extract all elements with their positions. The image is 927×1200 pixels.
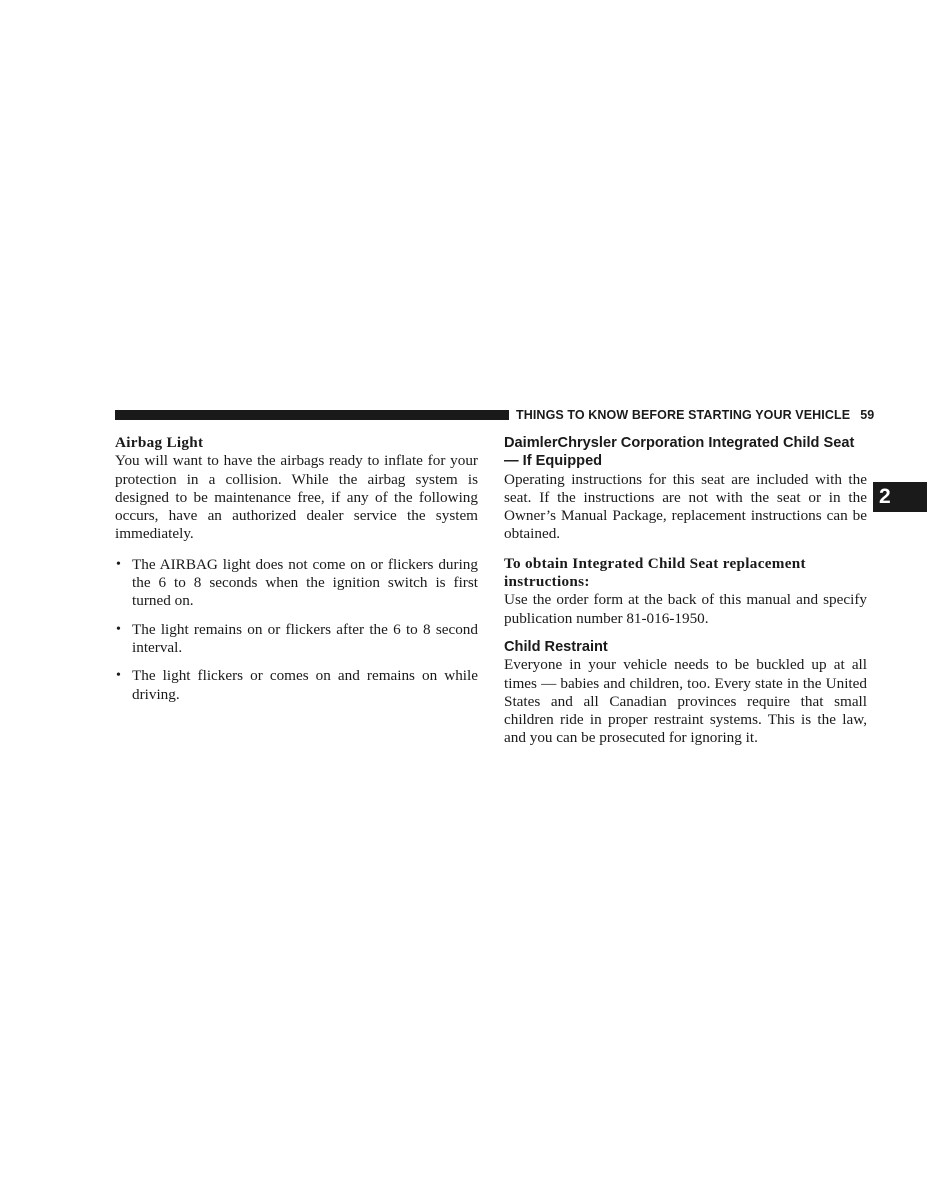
list-item (115, 621, 478, 658)
integrated-child-seat-heading: DaimlerChrysler Corporation Integrated Child Seat — If Equipped (504, 435, 855, 470)
left-column (115, 434, 478, 714)
header-title: THINGS TO KNOW BEFORE STARTING YOUR VEHICLE (516, 408, 851, 422)
integrated-child-seat-paragraph: Operating instructions for this seat are included with the seat. If the instructions are not with the seat or in the Owner’s Manual Package, replacement instructions can be obtained. (504, 470, 867, 543)
airbag-light-heading: Airbag Light (115, 434, 204, 451)
bullet-text: The light flickers or comes on and remains on while driving. (132, 667, 478, 703)
airbag-bullet-list (115, 556, 478, 704)
list-item (115, 556, 478, 611)
bullet-text: The AIRBAG light does not come on or flickers during the 6 to 8 seconds when the ignition switch is first turned on. (132, 555, 478, 610)
header-rule (115, 410, 509, 420)
list-item (115, 667, 478, 704)
running-header (516, 408, 875, 422)
bullet-icon: • (116, 621, 121, 637)
chapter-tab: 2 (873, 482, 927, 512)
airbag-light-paragraph: You will want to have the airbags ready to inflate for your protection in a collision. While the airbag system is designed to be maintenance free, if any of the following occurs, have an authorized dealer service the system immediately. (115, 452, 478, 543)
replacement-instructions-paragraph: Use the order form at the back of this manual and specify publication number 81-016-1950. (504, 591, 867, 627)
child-restraint-paragraph: Everyone in your vehicle needs to be buckled up at all times — babies and children, too. Every state in the United States and all Canadian provinces require that small children ride in proper restraint systems. This is the law, and you can be prosecuted for ignoring it. (504, 656, 867, 747)
right-column (504, 434, 867, 748)
bullet-icon: • (116, 668, 121, 684)
bullet-text: The light remains on or flickers after the 6 to 8 second interval. (132, 620, 478, 656)
replacement-instructions-heading: To obtain Integrated Child Seat replacement instructions: (504, 554, 806, 591)
bullet-icon: • (116, 556, 121, 572)
page-number: 59 (860, 408, 875, 422)
child-restraint-heading: Child Restraint (504, 638, 608, 655)
